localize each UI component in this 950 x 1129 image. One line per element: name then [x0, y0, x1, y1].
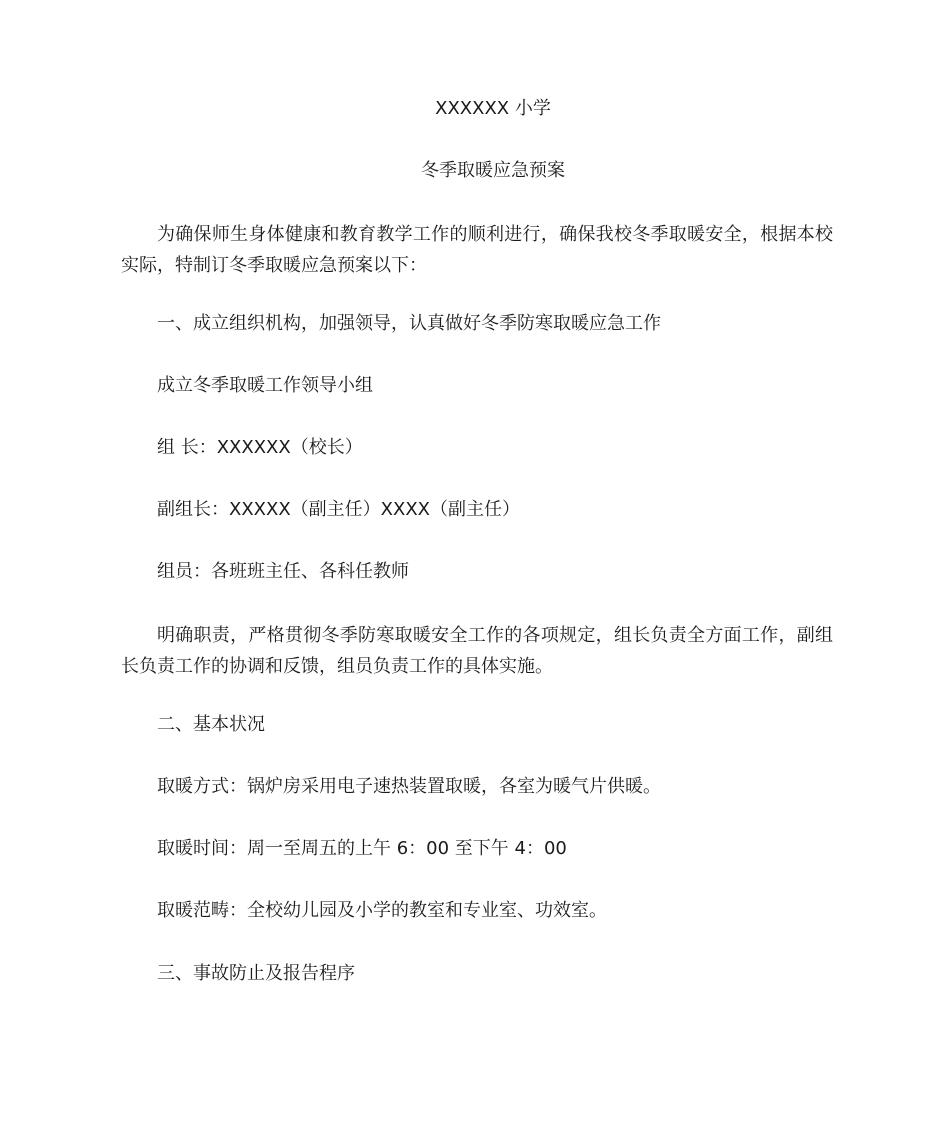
members-line: 组员：各班班主任、各科任教师	[157, 561, 409, 582]
document-title: XXXXXX 小学	[435, 98, 551, 119]
leader-line: 组 长：XXXXXX（校长）	[157, 437, 363, 458]
document-subtitle: 冬季取暖应急预案	[421, 160, 565, 181]
section-3-heading: 三、事故防止及报告程序	[157, 963, 355, 984]
section-2-heading: 二、基本状况	[157, 714, 265, 735]
duties-paragraph: 明确职责，严格贯彻冬季防寒取暖安全工作的各项规定，组长负责全方面工作，副组长负责工作的协调和反馈，组员负责工作的具体实施。	[121, 625, 833, 677]
heating-time-line: 取暖时间：周一至周五的上午 6：00 至下午 4：00	[157, 838, 567, 859]
heating-method-line: 取暖方式：锅炉房采用电子速热装置取暖，各室为暖气片供暖。	[157, 776, 661, 797]
heating-scope-line: 取暖范畴：全校幼儿园及小学的教室和专业室、功效室。	[157, 900, 607, 921]
group-title: 成立冬季取暖工作领导小组	[157, 375, 373, 396]
section-1-heading: 一、成立组织机构，加强领导，认真做好冬季防寒取暖应急工作	[157, 313, 661, 334]
deputy-line: 副组长：XXXXX（副主任）XXXX（副主任）	[157, 499, 520, 520]
intro-paragraph: 为确保师生身体健康和教育教学工作的顺利进行，确保我校冬季取暖安全，根据本校实际，特制订冬季取暖应急预案以下：	[121, 224, 833, 276]
